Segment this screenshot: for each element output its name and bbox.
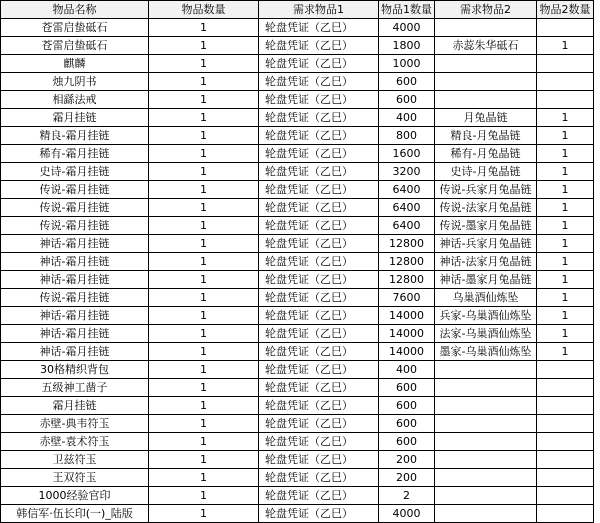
item-1-quantity-cell: 1000 — [379, 55, 435, 73]
required-item-2-cell: 神话-兵家月兔晶链 — [435, 235, 537, 253]
item-1-quantity-cell: 600 — [379, 415, 435, 433]
required-item-2-cell: 法家-乌巢酒仙炼坠 — [435, 325, 537, 343]
header-required-item-1: 需求物品1 — [259, 1, 379, 19]
item-quantity-cell: 1 — [149, 469, 259, 487]
item-name-cell: 传说-霜月挂链 — [1, 199, 149, 217]
table-row — [1, 271, 594, 289]
item-2-quantity-cell — [537, 433, 594, 451]
item-quantity-cell: 1 — [149, 487, 259, 505]
item-quantity-cell: 1 — [149, 163, 259, 181]
item-quantity-cell: 1 — [149, 361, 259, 379]
required-item-1-cell: 轮盘凭证（乙巳） — [259, 199, 379, 217]
item-2-quantity-cell: 1 — [537, 217, 594, 235]
table-row — [1, 289, 594, 307]
header-item-2-quantity: 物品2数量 — [537, 1, 594, 19]
item-quantity-cell: 1 — [149, 37, 259, 55]
item-2-quantity-cell: 1 — [537, 163, 594, 181]
item-1-quantity-cell: 6400 — [379, 181, 435, 199]
table-row — [1, 163, 594, 181]
item-2-quantity-cell: 1 — [537, 271, 594, 289]
item-2-quantity-cell — [537, 451, 594, 469]
item-1-quantity-cell: 600 — [379, 91, 435, 109]
required-item-1-cell: 轮盘凭证（乙巳） — [259, 91, 379, 109]
table-row — [1, 415, 594, 433]
item-1-quantity-cell: 600 — [379, 433, 435, 451]
item-1-quantity-cell: 14000 — [379, 307, 435, 325]
table-row — [1, 469, 594, 487]
item-name-cell: 精良-霜月挂链 — [1, 127, 149, 145]
item-name-cell: 卫兹符玉 — [1, 451, 149, 469]
header-row — [1, 1, 594, 19]
table-row — [1, 199, 594, 217]
required-item-1-cell: 轮盘凭证（乙巳） — [259, 253, 379, 271]
required-item-1-cell: 轮盘凭证（乙巳） — [259, 487, 379, 505]
item-1-quantity-cell: 200 — [379, 469, 435, 487]
item-quantity-cell: 1 — [149, 379, 259, 397]
header-required-item-2: 需求物品2 — [435, 1, 537, 19]
item-1-quantity-cell: 3200 — [379, 163, 435, 181]
table-row — [1, 55, 594, 73]
item-name-cell: 传说-霜月挂链 — [1, 289, 149, 307]
required-item-1-cell: 轮盘凭证（乙巳） — [259, 397, 379, 415]
item-quantity-cell: 1 — [149, 415, 259, 433]
table-row — [1, 19, 594, 37]
required-item-1-cell: 轮盘凭证（乙巳） — [259, 181, 379, 199]
required-item-1-cell: 轮盘凭证（乙巳） — [259, 289, 379, 307]
item-name-cell: 霜月挂链 — [1, 397, 149, 415]
required-item-2-cell — [435, 379, 537, 397]
required-item-1-cell: 轮盘凭证（乙巳） — [259, 55, 379, 73]
table-row — [1, 343, 594, 361]
item-1-quantity-cell: 7600 — [379, 289, 435, 307]
item-1-quantity-cell: 12800 — [379, 253, 435, 271]
table-row — [1, 181, 594, 199]
table-row — [1, 487, 594, 505]
item-1-quantity-cell: 400 — [379, 361, 435, 379]
header-item-quantity: 物品数量 — [149, 1, 259, 19]
table-row — [1, 397, 594, 415]
table-row — [1, 235, 594, 253]
item-2-quantity-cell — [537, 505, 594, 523]
header-item-name: 物品名称 — [1, 1, 149, 19]
table-row — [1, 505, 594, 523]
item-2-quantity-cell — [537, 55, 594, 73]
item-1-quantity-cell: 600 — [379, 73, 435, 91]
item-2-quantity-cell: 1 — [537, 343, 594, 361]
required-item-1-cell: 轮盘凭证（乙巳） — [259, 307, 379, 325]
table-row — [1, 253, 594, 271]
item-name-cell: 神话-霜月挂链 — [1, 253, 149, 271]
required-item-2-cell: 赤蕊朱华砥石 — [435, 37, 537, 55]
required-item-2-cell — [435, 361, 537, 379]
item-name-cell: 神话-霜月挂链 — [1, 343, 149, 361]
item-2-quantity-cell — [537, 361, 594, 379]
required-item-1-cell: 轮盘凭证（乙巳） — [259, 361, 379, 379]
item-name-cell: 相繇法戒 — [1, 91, 149, 109]
item-2-quantity-cell — [537, 91, 594, 109]
required-item-1-cell: 轮盘凭证（乙巳） — [259, 163, 379, 181]
item-2-quantity-cell: 1 — [537, 199, 594, 217]
item-1-quantity-cell: 800 — [379, 127, 435, 145]
item-name-cell: 神话-霜月挂链 — [1, 325, 149, 343]
table-body — [1, 19, 594, 523]
required-item-1-cell: 轮盘凭证（乙巳） — [259, 451, 379, 469]
item-1-quantity-cell: 1800 — [379, 37, 435, 55]
table-header — [1, 1, 594, 19]
item-quantity-cell: 1 — [149, 73, 259, 91]
item-name-cell: 苍雷启蛰砥石 — [1, 37, 149, 55]
item-quantity-cell: 1 — [149, 451, 259, 469]
item-quantity-cell: 1 — [149, 235, 259, 253]
item-2-quantity-cell: 1 — [537, 145, 594, 163]
item-quantity-cell: 1 — [149, 307, 259, 325]
item-2-quantity-cell: 1 — [537, 235, 594, 253]
table-row — [1, 73, 594, 91]
item-2-quantity-cell — [537, 415, 594, 433]
item-1-quantity-cell: 14000 — [379, 343, 435, 361]
item-name-cell: 麒麟 — [1, 55, 149, 73]
table-row — [1, 433, 594, 451]
item-quantity-cell: 1 — [149, 253, 259, 271]
item-quantity-cell: 1 — [149, 289, 259, 307]
item-quantity-cell: 1 — [149, 343, 259, 361]
required-item-2-cell — [435, 505, 537, 523]
required-item-1-cell: 轮盘凭证（乙巳） — [259, 109, 379, 127]
required-item-1-cell: 轮盘凭证（乙巳） — [259, 271, 379, 289]
required-item-2-cell: 兵家-乌巢酒仙炼坠 — [435, 307, 537, 325]
item-1-quantity-cell: 12800 — [379, 235, 435, 253]
required-item-2-cell: 稀有-月兔晶链 — [435, 145, 537, 163]
item-quantity-cell: 1 — [149, 19, 259, 37]
required-item-1-cell: 轮盘凭证（乙巳） — [259, 325, 379, 343]
item-quantity-cell: 1 — [149, 145, 259, 163]
item-2-quantity-cell: 1 — [537, 37, 594, 55]
item-2-quantity-cell — [537, 397, 594, 415]
required-item-2-cell — [435, 91, 537, 109]
item-name-cell: 韩信军·伍长印(一)_陆版 — [1, 505, 149, 523]
item-1-quantity-cell: 600 — [379, 379, 435, 397]
required-item-2-cell: 月兔晶链 — [435, 109, 537, 127]
required-item-2-cell — [435, 19, 537, 37]
item-name-cell: 赤壁-袁术符玉 — [1, 433, 149, 451]
required-item-1-cell: 轮盘凭证（乙巳） — [259, 145, 379, 163]
table-row — [1, 451, 594, 469]
item-2-quantity-cell: 1 — [537, 307, 594, 325]
required-item-2-cell: 精良-月兔晶链 — [435, 127, 537, 145]
item-name-cell: 史诗-霜月挂链 — [1, 163, 149, 181]
table-row — [1, 307, 594, 325]
item-2-quantity-cell: 1 — [537, 127, 594, 145]
required-item-2-cell — [435, 451, 537, 469]
table-row — [1, 217, 594, 235]
table-row — [1, 91, 594, 109]
item-2-quantity-cell: 1 — [537, 181, 594, 199]
item-1-quantity-cell: 6400 — [379, 199, 435, 217]
item-name-cell: 传说-霜月挂链 — [1, 217, 149, 235]
item-2-quantity-cell: 1 — [537, 109, 594, 127]
item-1-quantity-cell: 4000 — [379, 505, 435, 523]
item-name-cell: 30格精织背包 — [1, 361, 149, 379]
required-item-2-cell: 墨家-乌巢酒仙炼坠 — [435, 343, 537, 361]
item-name-cell: 五级神工凿子 — [1, 379, 149, 397]
item-quantity-cell: 1 — [149, 109, 259, 127]
item-1-quantity-cell: 200 — [379, 451, 435, 469]
item-name-cell: 苍雷启蛰砥石 — [1, 19, 149, 37]
item-name-cell: 神话-霜月挂链 — [1, 307, 149, 325]
item-name-cell: 王双符玉 — [1, 469, 149, 487]
item-name-cell: 神话-霜月挂链 — [1, 271, 149, 289]
item-quantity-cell: 1 — [149, 217, 259, 235]
required-item-1-cell: 轮盘凭证（乙巳） — [259, 19, 379, 37]
table-row — [1, 109, 594, 127]
item-quantity-cell: 1 — [149, 505, 259, 523]
item-name-cell: 传说-霜月挂链 — [1, 181, 149, 199]
item-name-cell: 神话-霜月挂链 — [1, 235, 149, 253]
required-item-1-cell: 轮盘凭证（乙巳） — [259, 217, 379, 235]
required-item-2-cell: 传说-兵家月兔晶链 — [435, 181, 537, 199]
table-row — [1, 37, 594, 55]
item-2-quantity-cell — [537, 73, 594, 91]
item-1-quantity-cell: 2 — [379, 487, 435, 505]
required-item-1-cell: 轮盘凭证（乙巳） — [259, 433, 379, 451]
table-row — [1, 127, 594, 145]
item-quantity-cell: 1 — [149, 433, 259, 451]
item-name-cell: 1000经验官印 — [1, 487, 149, 505]
item-name-cell: 稀有-霜月挂链 — [1, 145, 149, 163]
required-item-2-cell — [435, 415, 537, 433]
item-1-quantity-cell: 600 — [379, 397, 435, 415]
item-name-cell: 赤壁-典韦符玉 — [1, 415, 149, 433]
item-2-quantity-cell: 1 — [537, 289, 594, 307]
required-item-2-cell — [435, 433, 537, 451]
required-item-1-cell: 轮盘凭证（乙巳） — [259, 37, 379, 55]
required-item-1-cell: 轮盘凭证（乙巳） — [259, 127, 379, 145]
item-1-quantity-cell: 12800 — [379, 271, 435, 289]
required-item-1-cell: 轮盘凭证（乙巳） — [259, 73, 379, 91]
required-item-2-cell: 神话-墨家月兔晶链 — [435, 271, 537, 289]
item-2-quantity-cell — [537, 487, 594, 505]
item-quantity-cell: 1 — [149, 55, 259, 73]
item-quantity-cell: 1 — [149, 271, 259, 289]
required-item-2-cell: 乌巢酒仙炼坠 — [435, 289, 537, 307]
item-quantity-cell: 1 — [149, 91, 259, 109]
item-quantity-cell: 1 — [149, 325, 259, 343]
item-2-quantity-cell — [537, 469, 594, 487]
item-2-quantity-cell — [537, 19, 594, 37]
item-name-cell: 烛九阴书 — [1, 73, 149, 91]
item-1-quantity-cell: 1600 — [379, 145, 435, 163]
table-row — [1, 325, 594, 343]
item-quantity-cell: 1 — [149, 181, 259, 199]
required-item-1-cell: 轮盘凭证（乙巳） — [259, 235, 379, 253]
required-item-1-cell: 轮盘凭证（乙巳） — [259, 379, 379, 397]
item-1-quantity-cell: 400 — [379, 109, 435, 127]
required-item-1-cell: 轮盘凭证（乙巳） — [259, 469, 379, 487]
header-item-1-quantity: 物品1数量 — [379, 1, 435, 19]
item-quantity-cell: 1 — [149, 397, 259, 415]
item-2-quantity-cell: 1 — [537, 325, 594, 343]
item-1-quantity-cell: 4000 — [379, 19, 435, 37]
item-1-quantity-cell: 6400 — [379, 217, 435, 235]
table-row — [1, 379, 594, 397]
required-item-2-cell: 神话-法家月兔晶链 — [435, 253, 537, 271]
item-name-cell: 霜月挂链 — [1, 109, 149, 127]
table-row — [1, 145, 594, 163]
required-item-1-cell: 轮盘凭证（乙巳） — [259, 415, 379, 433]
item-1-quantity-cell: 14000 — [379, 325, 435, 343]
item-quantity-cell: 1 — [149, 127, 259, 145]
item-2-quantity-cell: 1 — [537, 253, 594, 271]
required-item-2-cell — [435, 397, 537, 415]
item-2-quantity-cell — [537, 379, 594, 397]
table-row — [1, 361, 594, 379]
required-item-2-cell — [435, 73, 537, 91]
required-item-2-cell: 史诗-月兔晶链 — [435, 163, 537, 181]
required-item-2-cell: 传说-墨家月兔晶链 — [435, 217, 537, 235]
required-item-1-cell: 轮盘凭证（乙巳） — [259, 343, 379, 361]
item-quantity-cell: 1 — [149, 199, 259, 217]
required-item-2-cell — [435, 487, 537, 505]
required-item-2-cell — [435, 55, 537, 73]
required-item-2-cell — [435, 469, 537, 487]
required-item-2-cell: 传说-法家月兔晶链 — [435, 199, 537, 217]
required-item-1-cell: 轮盘凭证（乙巳） — [259, 505, 379, 523]
